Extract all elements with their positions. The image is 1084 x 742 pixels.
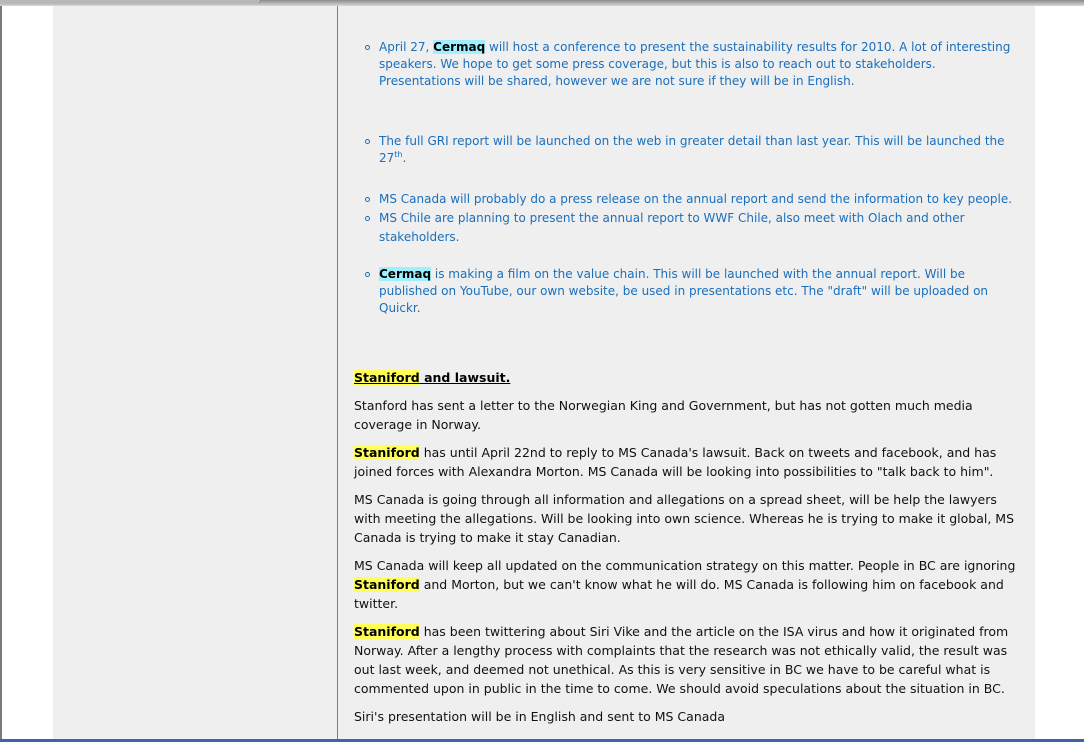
section-heading: Staniford and lawsuit.: [354, 370, 511, 385]
highlighted-term: Staniford: [354, 370, 420, 385]
bullet-list-3: [354, 190, 1044, 247]
paragraph: Staniford has until April 22nd to reply to MS Canada's lawsuit. Back on tweets and facebook, and has joined forces with Alexandra Morton. MS Canada will be looking into possibilities to "talk back to him".: [354, 445, 997, 479]
list-item: April 27, Cermaq will host a conference to present the sustainability results for 2010. A lot of interesting speakers. We hope to get some press coverage, but this is also to reach out to stakeholders. Presentations will be shared, however we are not sure if they will be in English.: [354, 39, 1014, 90]
paragraph: Stanford has sent a letter to the Norwegian King and Government, but has not gotten much media coverage in Norway.: [354, 398, 973, 432]
left-edge: [0, 6, 2, 742]
paragraph: Staniford has been twittering about Siri Vike and the article on the ISA virus and how it originated from Norway. After a lengthy process with complaints that the research was not ethically valid, the result was out last week, and deemed not unethical. As this is very sensitive in BC we have to be careful what is commented upon in public in the time to come. We should avoid speculations about the situation in BC.: [354, 624, 1009, 696]
list-item: MS Canada will probably do a press release on the annual report and send the information to key people.: [354, 190, 1044, 209]
paragraph: MS Canada is going through all information and allegations on a spread sheet, will be help the lawyers with meeting the allegations. Will be looking into own science. Whereas he is trying to make it global, MS Canada is trying to make it stay Canadian.: [354, 492, 1014, 545]
paragraph: MS Canada will keep all updated on the communication strategy on this matter. People in BC are ignoring Staniford and Morton, but we can't know what he will do. MS Canada is following him on facebook and twitter.: [354, 558, 1016, 611]
bullet-circle-icon: [365, 216, 370, 221]
bullet-list-1: [354, 39, 1014, 90]
highlighted-term: Cermaq: [433, 40, 486, 54]
bullet-circle-icon: [365, 272, 370, 277]
bullet-list-2: [354, 133, 1034, 167]
list-item: The full GRI report will be launched on the web in greater detail than last year. This will be launched the 27th.: [354, 133, 1034, 167]
column-divider: [337, 6, 338, 739]
bullet-circle-icon: [365, 139, 370, 144]
list-item: MS Chile are planning to present the annual report to WWF Chile, also meet with Olach and other stakeholders.: [354, 209, 1044, 247]
highlighted-term: Cermaq: [379, 267, 432, 281]
bullet-circle-icon: [365, 45, 370, 50]
bullet-list-4: [354, 266, 1014, 317]
highlighted-term: Staniford: [354, 577, 420, 592]
highlighted-term: Staniford: [354, 624, 420, 639]
bullet-circle-icon: [365, 197, 370, 202]
list-item: Cermaq is making a film on the value chain. This will be launched with the annual report. Will be published on YouTube, our own website, be used in presentations etc. The "draft" will be uploaded on Quickr.: [354, 266, 1014, 317]
highlighted-term: Staniford: [354, 445, 420, 460]
window-tab: [0, 0, 261, 4]
paragraph: Siri's presentation will be in English and sent to MS Canada: [354, 709, 725, 724]
